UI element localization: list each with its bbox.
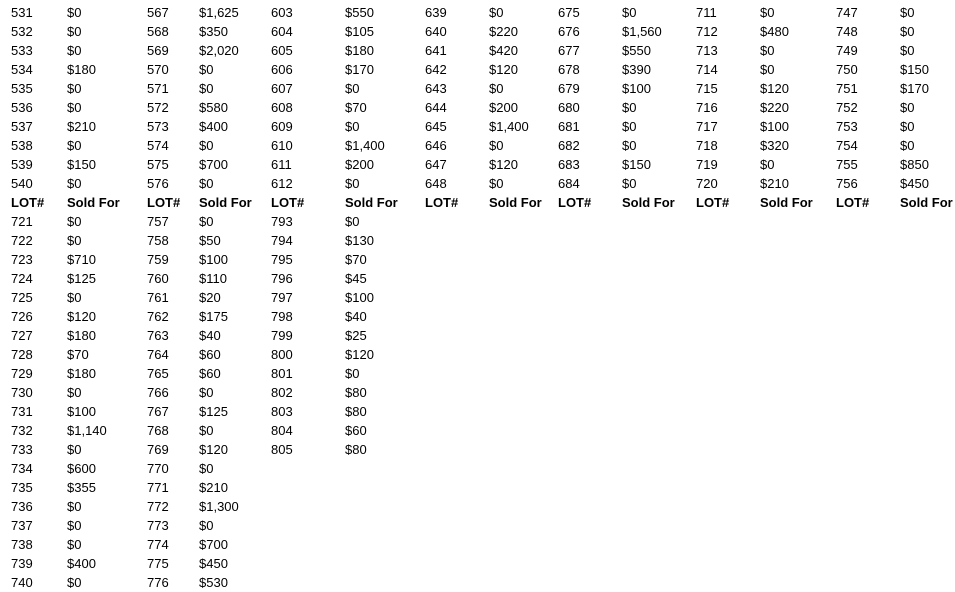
- sold-for-cell: $25: [345, 328, 367, 343]
- table-row: [0, 383, 955, 402]
- sold-for-cell: $0: [622, 138, 637, 153]
- sold-for-cell: $390: [622, 62, 651, 77]
- lot-number-cell: 740: [11, 575, 33, 590]
- sold-for-cell: $170: [345, 62, 374, 77]
- lot-number-cell: 678: [558, 62, 580, 77]
- lot-number-cell: 575: [147, 157, 169, 172]
- lot-number-cell: 770: [147, 461, 169, 476]
- sold-for-cell: $350: [199, 24, 228, 39]
- table-row: [0, 22, 955, 41]
- sold-for-cell: $80: [345, 385, 367, 400]
- lot-number-cell: 603: [271, 5, 293, 20]
- sold-for-cell: $1,560: [622, 24, 662, 39]
- sold-for-cell: $0: [67, 100, 82, 115]
- lot-number-cell: 537: [11, 119, 33, 134]
- lot-number-cell: 712: [696, 24, 718, 39]
- sold-for-cell: $0: [760, 5, 775, 20]
- lot-number-cell: 753: [836, 119, 858, 134]
- lot-number-cell: 573: [147, 119, 169, 134]
- table-row: [0, 554, 955, 573]
- lot-number-cell: 574: [147, 138, 169, 153]
- sold-for-cell: $150: [67, 157, 96, 172]
- lot-number-cell: 747: [836, 5, 858, 20]
- sold-for-cell: $120: [199, 442, 228, 457]
- lot-number-cell: 711: [696, 5, 717, 20]
- sold-for-cell: $355: [67, 480, 96, 495]
- sold-for-cell: $550: [345, 5, 374, 20]
- sold-for-cell: $100: [760, 119, 789, 134]
- sold-for-cell: $130: [345, 233, 374, 248]
- sold-for-cell: $70: [67, 347, 89, 362]
- lot-number-cell: 604: [271, 24, 293, 39]
- lot-number-cell: 540: [11, 176, 33, 191]
- table-row: [0, 326, 955, 345]
- lot-number-cell: 680: [558, 100, 580, 115]
- sold-for-cell: $20: [199, 290, 221, 305]
- lot-number-cell: 761: [147, 290, 169, 305]
- lot-number-cell: 755: [836, 157, 858, 172]
- sold-for-cell: $1,400: [345, 138, 385, 153]
- sold-for-cell: $0: [67, 233, 82, 248]
- lot-number-cell: 645: [425, 119, 447, 134]
- table-row: [0, 155, 955, 174]
- lot-number-cell: 644: [425, 100, 447, 115]
- sold-for-cell: $0: [345, 366, 360, 381]
- sold-for-cell: $0: [67, 290, 82, 305]
- lot-number-cell: 682: [558, 138, 580, 153]
- lot-number-cell: 750: [836, 62, 858, 77]
- lot-number-cell: 726: [11, 309, 33, 324]
- lot-number-cell: 748: [836, 24, 858, 39]
- lot-number-cell: 772: [147, 499, 169, 514]
- sold-for-cell: $0: [67, 575, 82, 590]
- sold-for-cell: $0: [900, 24, 915, 39]
- lot-number-cell: 803: [271, 404, 293, 419]
- lot-number-cell: 679: [558, 81, 580, 96]
- sold-for-cell: $0: [67, 385, 82, 400]
- sold-for-cell: $0: [67, 138, 82, 153]
- lot-number-cell: 570: [147, 62, 169, 77]
- sold-for-cell: $420: [489, 43, 518, 58]
- sold-for-cell: $210: [760, 176, 789, 191]
- sold-for-cell: $100: [67, 404, 96, 419]
- lot-number-cell: 639: [425, 5, 447, 20]
- sold-for-cell: $60: [199, 366, 221, 381]
- lot-number-cell: 535: [11, 81, 33, 96]
- lot-number-cell: 681: [558, 119, 580, 134]
- sold-for-cell: $0: [199, 214, 214, 229]
- lot-number-cell: 767: [147, 404, 169, 419]
- sold-for-cell: $200: [345, 157, 374, 172]
- sold-for-cell: $0: [489, 5, 504, 20]
- lot-header-cell: LOT#: [425, 195, 459, 210]
- lot-number-cell: 721: [11, 214, 33, 229]
- lot-number-cell: 648: [425, 176, 447, 191]
- sold-for-cell: $0: [345, 214, 360, 229]
- lot-number-cell: 724: [11, 271, 33, 286]
- lot-number-cell: 576: [147, 176, 169, 191]
- lot-number-cell: 533: [11, 43, 33, 58]
- lot-number-cell: 776: [147, 575, 169, 590]
- lot-number-cell: 610: [271, 138, 293, 153]
- lot-number-cell: 723: [11, 252, 33, 267]
- lot-number-cell: 738: [11, 537, 33, 552]
- lot-number-cell: 759: [147, 252, 169, 267]
- sold-for-cell: $220: [760, 100, 789, 115]
- lot-number-cell: 609: [271, 119, 293, 134]
- table-row: [0, 231, 955, 250]
- table-row: [0, 516, 955, 535]
- sold-for-cell: $0: [900, 100, 915, 115]
- sold-for-cell: $0: [199, 518, 214, 533]
- lot-number-cell: 801: [271, 366, 293, 381]
- lot-number-cell: 684: [558, 176, 580, 191]
- sold-for-cell: $100: [622, 81, 651, 96]
- lot-number-cell: 538: [11, 138, 33, 153]
- lot-number-cell: 795: [271, 252, 293, 267]
- lot-number-cell: 677: [558, 43, 580, 58]
- lot-number-cell: 641: [425, 43, 447, 58]
- lot-number-cell: 730: [11, 385, 33, 400]
- table-row: [0, 288, 955, 307]
- sold-for-cell: $210: [199, 480, 228, 495]
- sold-for-cell: $180: [67, 62, 96, 77]
- sold-for-cell: $320: [760, 138, 789, 153]
- sold-for-cell: $580: [199, 100, 228, 115]
- sold-for-cell: $0: [67, 43, 82, 58]
- sold-for-cell: $0: [67, 24, 82, 39]
- sold-for-cell: $180: [67, 366, 96, 381]
- lot-number-cell: 764: [147, 347, 169, 362]
- sold-for-cell: $700: [199, 157, 228, 172]
- lot-number-cell: 735: [11, 480, 33, 495]
- lot-number-cell: 736: [11, 499, 33, 514]
- sold-for-cell: $40: [199, 328, 221, 343]
- sold-for-header-cell: Sold For: [900, 195, 953, 210]
- table-row: [0, 421, 955, 440]
- lot-number-cell: 722: [11, 233, 33, 248]
- sold-for-cell: $0: [199, 176, 214, 191]
- lot-number-cell: 718: [696, 138, 718, 153]
- lot-number-cell: 713: [696, 43, 718, 58]
- sold-for-cell: $0: [199, 423, 214, 438]
- table-row: [0, 60, 955, 79]
- sold-for-cell: $70: [345, 252, 367, 267]
- lot-number-cell: 606: [271, 62, 293, 77]
- sold-for-cell: $100: [345, 290, 374, 305]
- lot-number-cell: 569: [147, 43, 169, 58]
- lot-number-cell: 757: [147, 214, 169, 229]
- sold-for-cell: $120: [489, 62, 518, 77]
- table-row: [0, 402, 955, 421]
- sold-for-cell: $0: [489, 176, 504, 191]
- lot-number-cell: 734: [11, 461, 33, 476]
- sold-for-cell: $0: [489, 81, 504, 96]
- sold-for-cell: $700: [199, 537, 228, 552]
- table-row: [0, 459, 955, 478]
- sold-for-cell: $1,140: [67, 423, 107, 438]
- sold-for-cell: $175: [199, 309, 228, 324]
- lot-number-cell: 756: [836, 176, 858, 191]
- lot-number-cell: 768: [147, 423, 169, 438]
- sold-for-cell: $45: [345, 271, 367, 286]
- lot-number-cell: 762: [147, 309, 169, 324]
- sold-for-cell: $2,020: [199, 43, 239, 58]
- sold-for-cell: $0: [67, 442, 82, 457]
- lot-header-cell: LOT#: [11, 195, 45, 210]
- lot-number-cell: 714: [696, 62, 718, 77]
- lot-number-cell: 800: [271, 347, 293, 362]
- sold-for-cell: $450: [199, 556, 228, 571]
- sold-for-cell: $220: [489, 24, 518, 39]
- lot-number-cell: 758: [147, 233, 169, 248]
- header-row: [0, 193, 955, 212]
- sold-for-cell: $100: [199, 252, 228, 267]
- table-row: [0, 98, 955, 117]
- table-row: [0, 364, 955, 383]
- sold-for-cell: $180: [67, 328, 96, 343]
- lot-number-cell: 675: [558, 5, 580, 20]
- sold-for-cell: $0: [67, 214, 82, 229]
- sold-for-cell: $80: [345, 404, 367, 419]
- lot-number-cell: 642: [425, 62, 447, 77]
- lot-number-cell: 802: [271, 385, 293, 400]
- table-row: [0, 269, 955, 288]
- lot-number-cell: 720: [696, 176, 718, 191]
- lot-number-cell: 732: [11, 423, 33, 438]
- lot-number-cell: 737: [11, 518, 33, 533]
- sold-for-cell: $210: [67, 119, 96, 134]
- lot-number-cell: 676: [558, 24, 580, 39]
- sold-for-cell: $0: [622, 176, 637, 191]
- lot-number-cell: 796: [271, 271, 293, 286]
- lot-number-cell: 532: [11, 24, 33, 39]
- lot-number-cell: 765: [147, 366, 169, 381]
- sold-for-cell: $0: [622, 5, 637, 20]
- lot-number-cell: 717: [696, 119, 718, 134]
- table-row: [0, 117, 955, 136]
- sold-for-cell: $450: [900, 176, 929, 191]
- sold-for-cell: $50: [199, 233, 221, 248]
- sold-for-cell: $120: [345, 347, 374, 362]
- sold-for-cell: $110: [199, 271, 227, 286]
- table-row: [0, 3, 955, 22]
- lot-number-cell: 568: [147, 24, 169, 39]
- sold-for-header-cell: Sold For: [622, 195, 675, 210]
- sold-for-cell: $0: [67, 499, 82, 514]
- lot-number-cell: 534: [11, 62, 33, 77]
- sold-for-header-cell: Sold For: [489, 195, 542, 210]
- sold-for-cell: $0: [199, 385, 214, 400]
- sold-for-cell: $0: [67, 5, 82, 20]
- lot-header-cell: LOT#: [696, 195, 730, 210]
- sold-for-cell: $1,625: [199, 5, 239, 20]
- lot-number-cell: 683: [558, 157, 580, 172]
- sold-for-cell: $60: [345, 423, 367, 438]
- lot-number-cell: 733: [11, 442, 33, 457]
- lot-number-cell: 643: [425, 81, 447, 96]
- lot-number-cell: 731: [11, 404, 33, 419]
- table-row: [0, 41, 955, 60]
- sold-for-cell: $530: [199, 575, 228, 590]
- sold-for-cell: $550: [622, 43, 651, 58]
- lot-number-cell: 766: [147, 385, 169, 400]
- lot-number-cell: 567: [147, 5, 169, 20]
- lot-number-cell: 774: [147, 537, 169, 552]
- sold-for-cell: $200: [489, 100, 518, 115]
- table-row: [0, 478, 955, 497]
- sold-for-cell: $600: [67, 461, 96, 476]
- lot-number-cell: 605: [271, 43, 293, 58]
- lot-number-cell: 607: [271, 81, 293, 96]
- lot-number-cell: 728: [11, 347, 33, 362]
- lot-number-cell: 608: [271, 100, 293, 115]
- sold-for-cell: $150: [900, 62, 929, 77]
- sold-for-cell: $120: [67, 309, 96, 324]
- table-row: [0, 307, 955, 326]
- sold-for-cell: $0: [622, 119, 637, 134]
- sold-for-cell: $60: [199, 347, 221, 362]
- lot-number-cell: 739: [11, 556, 33, 571]
- table-row: [0, 345, 955, 364]
- table-row: [0, 212, 955, 231]
- lot-number-cell: 729: [11, 366, 33, 381]
- sold-for-cell: $40: [345, 309, 367, 324]
- lot-header-cell: LOT#: [147, 195, 181, 210]
- sold-for-header-cell: Sold For: [199, 195, 252, 210]
- sold-for-cell: $0: [67, 518, 82, 533]
- sold-for-cell: $0: [199, 461, 214, 476]
- table-row: [0, 497, 955, 516]
- sold-for-header-cell: Sold For: [760, 195, 813, 210]
- lot-number-cell: 571: [147, 81, 169, 96]
- lot-number-cell: 794: [271, 233, 293, 248]
- sold-for-cell: $0: [199, 81, 214, 96]
- sold-for-cell: $120: [489, 157, 518, 172]
- sold-for-cell: $0: [199, 138, 214, 153]
- lot-sales-sheet: [0, 3, 955, 592]
- lot-number-cell: 751: [836, 81, 858, 96]
- sold-for-cell: $0: [67, 81, 82, 96]
- lot-number-cell: 793: [271, 214, 293, 229]
- sold-for-cell: $0: [345, 176, 360, 191]
- sold-for-cell: $125: [67, 271, 96, 286]
- sold-for-cell: $1,400: [489, 119, 529, 134]
- lot-header-cell: LOT#: [836, 195, 870, 210]
- table-row: [0, 573, 955, 592]
- lot-number-cell: 797: [271, 290, 293, 305]
- sold-for-cell: $0: [622, 100, 637, 115]
- lot-number-cell: 754: [836, 138, 858, 153]
- lot-number-cell: 760: [147, 271, 169, 286]
- lot-header-cell: LOT#: [271, 195, 305, 210]
- lot-number-cell: 572: [147, 100, 169, 115]
- lot-number-cell: 771: [147, 480, 169, 495]
- sold-for-cell: $125: [199, 404, 228, 419]
- table-row: [0, 440, 955, 459]
- sold-for-cell: $0: [345, 81, 360, 96]
- sold-for-cell: $170: [900, 81, 929, 96]
- sold-for-cell: $150: [622, 157, 651, 172]
- lot-number-cell: 531: [11, 5, 33, 20]
- sold-for-cell: $70: [345, 100, 367, 115]
- sold-for-cell: $400: [199, 119, 228, 134]
- lot-number-cell: 719: [696, 157, 718, 172]
- sold-for-cell: $0: [760, 62, 775, 77]
- sold-for-cell: $710: [67, 252, 96, 267]
- lot-number-cell: 775: [147, 556, 169, 571]
- sold-for-cell: $0: [760, 157, 775, 172]
- lot-number-cell: 612: [271, 176, 293, 191]
- lot-number-cell: 716: [696, 100, 718, 115]
- sold-for-cell: $1,300: [199, 499, 239, 514]
- sold-for-cell: $0: [900, 138, 915, 153]
- lot-number-cell: 805: [271, 442, 293, 457]
- sold-for-cell: $0: [345, 119, 360, 134]
- lot-number-cell: 752: [836, 100, 858, 115]
- lot-number-cell: 536: [11, 100, 33, 115]
- sold-for-cell: $0: [489, 138, 504, 153]
- lot-number-cell: 640: [425, 24, 447, 39]
- table-row: [0, 250, 955, 269]
- sold-for-header-cell: Sold For: [345, 195, 398, 210]
- sold-for-cell: $0: [67, 537, 82, 552]
- sold-for-cell: $0: [199, 62, 214, 77]
- lot-number-cell: 763: [147, 328, 169, 343]
- sold-for-cell: $105: [345, 24, 374, 39]
- sold-for-cell: $0: [67, 176, 82, 191]
- lot-number-cell: 611: [271, 157, 292, 172]
- sold-for-cell: $80: [345, 442, 367, 457]
- lot-number-cell: 773: [147, 518, 169, 533]
- lot-header-cell: LOT#: [558, 195, 592, 210]
- table-row: [0, 79, 955, 98]
- lot-number-cell: 798: [271, 309, 293, 324]
- lot-number-cell: 749: [836, 43, 858, 58]
- sold-for-cell: $480: [760, 24, 789, 39]
- table-row: [0, 174, 955, 193]
- lot-number-cell: 769: [147, 442, 169, 457]
- sold-for-cell: $0: [900, 43, 915, 58]
- table-row: [0, 136, 955, 155]
- lot-number-cell: 727: [11, 328, 33, 343]
- sold-for-cell: $0: [760, 43, 775, 58]
- sold-for-cell: $180: [345, 43, 374, 58]
- sold-for-cell: $120: [760, 81, 789, 96]
- sold-for-cell: $400: [67, 556, 96, 571]
- sold-for-header-cell: Sold For: [67, 195, 120, 210]
- sold-for-cell: $850: [900, 157, 929, 172]
- sold-for-cell: $0: [900, 5, 915, 20]
- lot-number-cell: 647: [425, 157, 447, 172]
- lot-number-cell: 804: [271, 423, 293, 438]
- sold-for-cell: $0: [900, 119, 915, 134]
- lot-number-cell: 646: [425, 138, 447, 153]
- table-row: [0, 535, 955, 554]
- lot-number-cell: 799: [271, 328, 293, 343]
- lot-number-cell: 539: [11, 157, 33, 172]
- lot-number-cell: 725: [11, 290, 33, 305]
- lot-number-cell: 715: [696, 81, 718, 96]
